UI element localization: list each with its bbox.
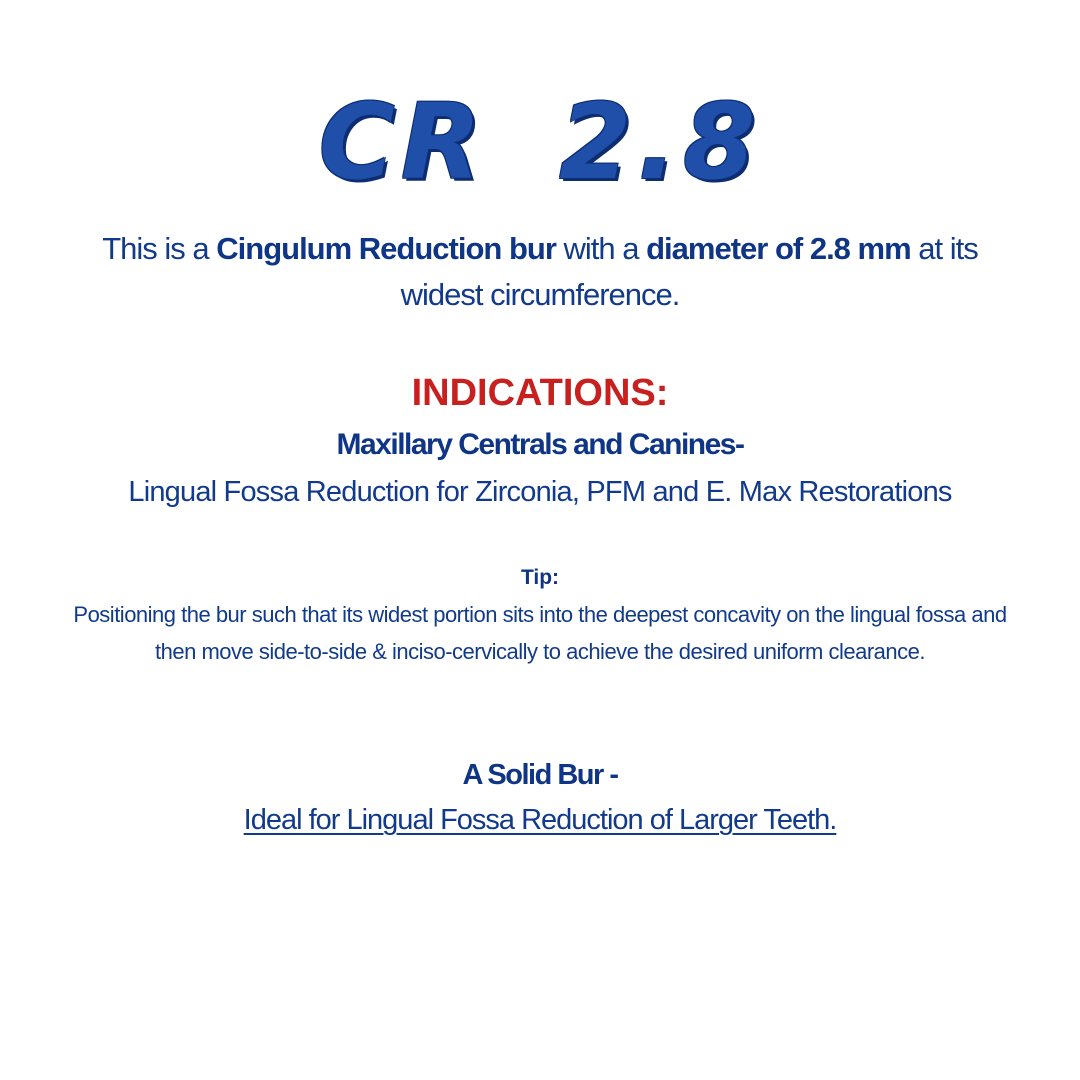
intro-text-3: at its widest circumference. [400,231,978,312]
indications-text: Lingual Fossa Reduction for Zirconia, PFM and E. Max Restorations [128,476,952,508]
indications-subheading: Maxillary Centrals and Canines- [336,428,744,461]
intro-paragraph [60,226,1020,318]
intro-bold-bur-type: Cingulum Reduction bur [216,231,556,266]
tip-text: Positioning the bur such that its widest portion sits into the deepest concavity on the lingual fossa and then move side-to-side & inciso-cervically to achieve the desired uniform clearance. [73,602,1007,664]
indications-heading: INDICATIONS: [411,372,669,414]
solid-bur-link[interactable]: Ideal for Lingual Fossa Reduction of Larger Teeth. [243,804,837,836]
intro-text-1: This is a [102,231,217,266]
intro-bold-diameter: diameter of 2.8 mm [646,231,911,266]
intro-text-2: with a [555,231,647,266]
solid-bur-heading: A Solid Bur - [462,759,618,791]
tip-label: Tip: [520,566,560,589]
page-title: CR 2.8 [318,81,762,203]
